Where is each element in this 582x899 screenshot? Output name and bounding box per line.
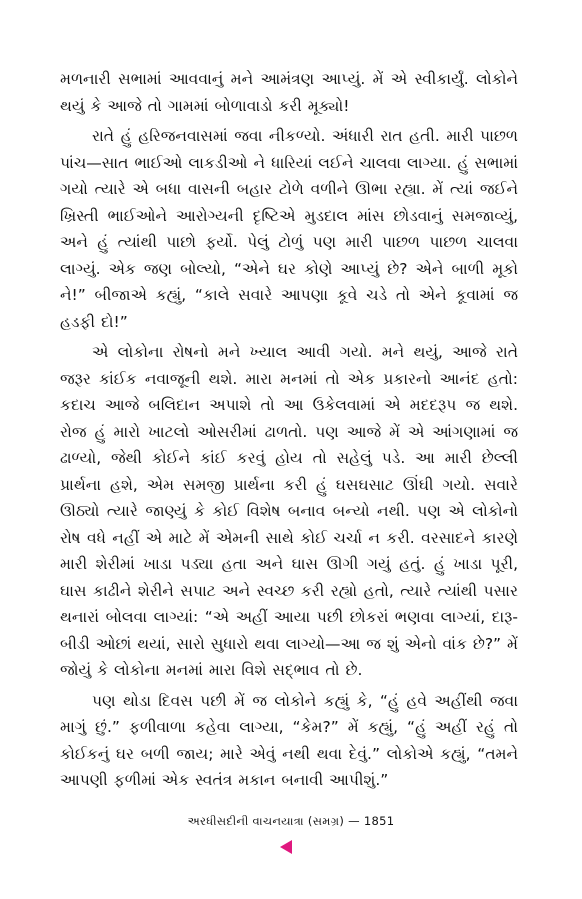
paragraph-1: મળનારી સભામાં આવવાનું મને આમંત્રણ આપ્યું. મેં એ સ્વીકાર્યું. લોકોને થયું કે આજે તો ગામમાં બોળાવાડો કરી મૂક્યો! xyxy=(60,70,518,115)
previous-page-icon[interactable] xyxy=(280,840,292,854)
paragraph-2: રાતે હું હરિજનવાસમાં જવા નીકળ્યો. અંધારી રાત હતી. મારી પાછળ પાંચ—સાત ભાઈઓ લાકડીઓ ને ધારિયાં લઈને ચાલવા લાગ્યા. હું સભામાં ગયો ત્યારે એ બધા વાસની બહાર ટોળે વળીને ઊભા રહ્યા. મેં ત્યાં જઈને ખ્રિસ્તી ભાઈઓને આરોગ્યની દૃષ્ટિએ મુડદાલ માંસ છોડવાનું સમજાવ્યું, અને હું ત્યાંથી પાછો ફર્યો. પેલું ટોળું પણ મારી પાછળ પાછળ ચાલવા લાગ્યું. એક જણ બોલ્યો, “એને ઘર કોણે આપ્યું છે? એને બાળી મૂકો ને!” બીજાએ કહ્યું, “કાલે સવારે આપણા કૂવે ચડે તો એને કૂવામાં જ હડફી દો!” xyxy=(60,127,518,331)
page-footer: અરધીસદીની વાચનયાત્રા (સમગ્ર) — 1851 xyxy=(187,814,395,828)
paragraph-3: એ લોકોના રોષનો મને ખ્યાલ આવી ગયો. મને થયું, આજે રાતે જરૂર કાંઈક નવાજૂની થશે. મારા મનમાં તો એક પ્રકારનો આનંદ હતો: કદાચ આજે બલિદાન અપાશે તો આ ઉકેલવામાં એ મદદરૂપ જ થશે. રોજ હું મારો ખાટલો ઓસરીમાં ઢાળતો. પણ આજે મેં એ આંગણામાં જ ઢાળ્યો, જેથી કોઈને કાંઈ કરવું હોય તો સહેલું પડે. આ મારી છેલ્લી પ્રાર્થના હશે, એમ સમજી પ્રાર્થના કરી હું ઘસઘસાટ ઊંઘી ગયો. સવારે ઊઠ્યો ત્યારે જાણ્યું કે કોઈ વિશેષ બનાવ બન્યો નથી. પણ એ લોકોનો રોષ વધે નહીં એ માટે મેં એમની સાથે કોઈ ચર્ચા ન કરી. વરસાદને કારણે મારી શેરીમાં ખાડા પડ્યા હતા અને ઘાસ ઊગી ગયું હતું. હું ખાડા પૂરી, ઘાસ કાઢીને શેરીને સપાટ અને સ્વચ્છ કરી રહ્યો હતો, ત્યારે ત્યાંથી પસાર થનારાં બોલવા લાગ્યાં: “એ અહીં આયા પછી છોકરાં ભણવા લાગ્યાં, દારૂ-બીડી ઓછાં થયાં, સારો સુધારો થવા લાગ્યો—આ જ શું એનો વાંક છે?” મેં જોયું કે લોકોના મનમાં મારા વિશે સદ્ભાવ તો છે. xyxy=(60,343,518,679)
paragraph-4: પણ થોડા દિવસ પછી મેં જ લોકોને કહ્યું કે, “હું હવે અહીંથી જવા માગું છું.” ફળીવાળા કહેવા લાગ્યા, “કેમ?” મેં કહ્યું, “હું અહીં રહું તો કોઈકનું ઘર બળી જાય; મારે એવું નથી થવા દેવું.” લોકોએ કહ્યું, “તમને આપણી ફળીમાં એક સ્વતંત્ર મકાન બનાવી આપીશું.” xyxy=(60,691,518,789)
body-text xyxy=(60,66,518,794)
